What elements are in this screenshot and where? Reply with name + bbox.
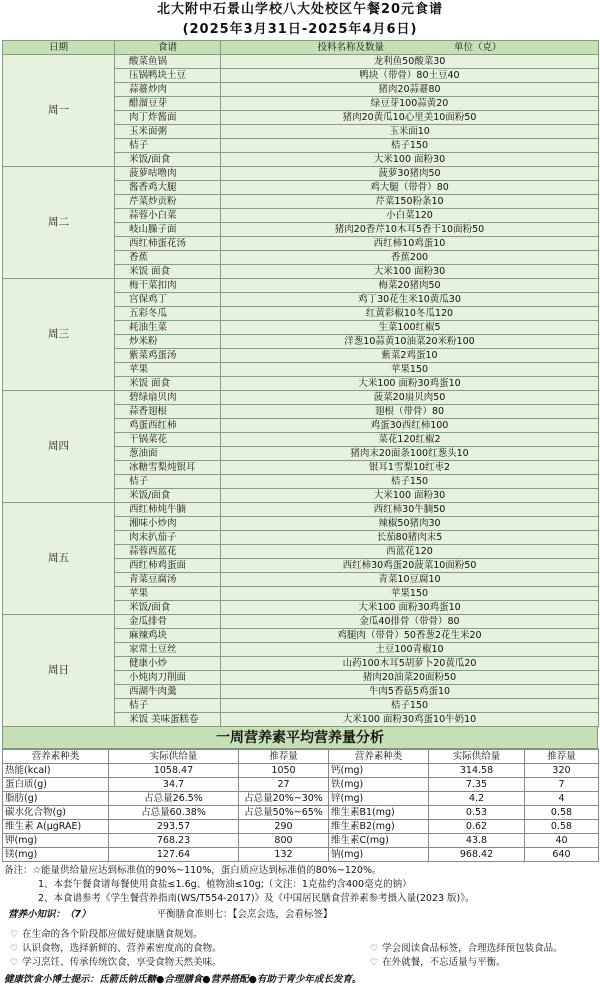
nutrient-value-cell: 0.58 (525, 806, 599, 820)
table-row (3, 391, 599, 405)
nutrient-value-cell: 43.8 (429, 834, 525, 848)
ingredients-cell: 西蓝花120 (221, 545, 599, 559)
ingredients-cell: 紫菜2鸡蛋10 (221, 349, 599, 363)
nutrition-table (2, 749, 599, 862)
nutrient-name-cell: 钙(mg) (329, 764, 429, 778)
dish-cell: 干锅菜花 (115, 433, 221, 447)
dish-cell: 肉末扒茄子 (115, 531, 221, 545)
ingredients-cell: 桔子150 (221, 699, 599, 713)
dish-cell: 小炖肉刀削面 (115, 671, 221, 685)
dish-cell: 耗油生菜 (115, 321, 221, 335)
column-header-date: 日期 (3, 41, 115, 55)
nutrient-name-cell: 钠(mg) (329, 848, 429, 862)
column-header-unit: 单位（克） (454, 42, 502, 53)
ingredients-cell: 洋葱10蒜黄10油菜20米粉100 (221, 335, 599, 349)
nutrient-value-cell: 640 (525, 848, 599, 862)
ingredients-cell: 土豆100青椒10 (221, 643, 599, 657)
heart-icon: ♡ (10, 930, 19, 940)
dish-cell: 桔子 (115, 699, 221, 713)
nutrition-row (3, 792, 599, 806)
ingredients-cell: 西红柿30牛腩50 (221, 503, 599, 517)
nutrient-value-cell: 占总量26.5% (109, 792, 239, 806)
heart-icon: ♡ (370, 958, 379, 968)
day-cell: 周三 (3, 279, 115, 391)
nutrient-name-cell: 热能(kcal) (3, 764, 109, 778)
nutrient-value-cell: 293.57 (109, 820, 239, 834)
dish-cell: 健康小炒 (115, 657, 221, 671)
dish-cell: 梅干菜扣肉 (115, 279, 221, 293)
ingredients-cell: 大米100 面粉30 (221, 265, 599, 279)
ingredients-cell: 苹果150 (221, 363, 599, 377)
nutrient-value-cell: 800 (239, 834, 329, 848)
footer-tip: 健康饮食小博士提示：氐箭氐钠氐糖●合理膳食●营养搭配●有助于青少年成长发育。 (4, 974, 362, 985)
nutrition-col-type-1: 营养素种类 (3, 750, 109, 764)
nutrient-value-cell: 127.64 (109, 848, 239, 862)
nutrient-value-cell: 4 (525, 792, 599, 806)
dish-cell: 米饭/面食 (115, 153, 221, 167)
ingredients-cell: 大米100 面粉30鸡蛋10 (221, 601, 599, 615)
nutrition-title: 一周营养素平均营养量分析 (2, 727, 598, 749)
ingredients-cell: 菠菜20扇贝肉50 (221, 391, 599, 405)
ingredients-cell: 大米100 面粉30 (221, 153, 599, 167)
dish-cell: 西湖牛肉羹 (115, 685, 221, 699)
ingredients-cell: 香蕉200 (221, 251, 599, 265)
ingredients-cell: 猪肉20黄瓜10心里美10面粉50 (221, 111, 599, 125)
ingredients-cell: 牛肉5香菇5鸡蛋10 (221, 685, 599, 699)
nutrient-value-cell: 34.7 (109, 778, 239, 792)
ingredients-cell: 银耳1雪梨10红枣2 (221, 461, 599, 475)
dish-cell: 芹菜炒贡粉 (115, 195, 221, 209)
nutrient-value-cell: 320 (525, 764, 599, 778)
ingredients-cell: 芹菜150粉条10 (221, 195, 599, 209)
dish-cell: 米饭/面食 (115, 489, 221, 503)
ingredients-cell: 西红柿10鸡蛋10 (221, 237, 599, 251)
notes (0, 862, 600, 906)
nutrient-name-cell: 脂肪(g) (3, 792, 109, 806)
heart-icon: ♡ (10, 958, 19, 968)
nutrient-value-cell: 27 (239, 778, 329, 792)
dish-cell: 肉丁炸酱面 (115, 111, 221, 125)
ingredients-cell: 青菜10豆腐10 (221, 573, 599, 587)
note-line: 1、本套午餐食谱每餐使用食盐≤1.6g、植物油≤10g;（文注：1克盐约含400毫克的钠） (38, 879, 412, 890)
dish-cell: 冰糖雪梨炖银耳 (115, 461, 221, 475)
ingredients-cell: 翅根（带骨）80 (221, 405, 599, 419)
nutrient-value-cell: 7.35 (429, 778, 525, 792)
ingredients-cell: 猪肉20油菜20面粉50 (221, 671, 599, 685)
day-cell: 周四 (3, 391, 115, 503)
nutrition-body (3, 764, 599, 862)
column-header-ingredients (221, 41, 599, 55)
nutrient-name-cell: 铁(mg) (329, 778, 429, 792)
table-row (3, 503, 599, 517)
ingredients-cell: 生菜100红椒5 (221, 321, 599, 335)
page-title: 北大附中石景山学校八大处校区午餐20元食谱 (156, 2, 444, 17)
nutrient-value-cell: 968.42 (429, 848, 525, 862)
note-line: 2、本食谱参考《学生餐营养指南(WS/T554-2017)》及《中国居民膳食营养素参考摄入量(2023 版)》。 (38, 893, 475, 904)
dish-cell: 苹果 (115, 587, 221, 601)
dish-cell: 菠萝咕噜肉 (115, 167, 221, 181)
ingredients-cell: 红黄彩椒10冬瓜120 (221, 307, 599, 321)
ingredients-cell: 长茄80猪肉末5 (221, 531, 599, 545)
dish-cell: 紫菜鸡蛋汤 (115, 349, 221, 363)
ingredients-cell: 西红柿30鸡蛋20菠菜10面粉50 (221, 559, 599, 573)
nutrient-value-cell: 占总量50%~65% (239, 806, 329, 820)
nutrient-value-cell: 132 (239, 848, 329, 862)
nutrition-header-row (3, 750, 599, 764)
nutrient-value-cell: 1050 (239, 764, 329, 778)
dish-cell: 宫保鸡丁 (115, 293, 221, 307)
dish-cell: 湘味小炒肉 (115, 517, 221, 531)
day-cell: 周二 (3, 167, 115, 279)
dish-cell: 岐山臊子面 (115, 223, 221, 237)
ingredients-cell: 绿豆芽100蒜黄20 (221, 97, 599, 111)
dish-cell: 蒜薹炒肉 (115, 83, 221, 97)
ingredients-cell: 小白菜120 (221, 209, 599, 223)
page-subtitle: (2025年3月31日-2025年4月6日) (182, 22, 418, 37)
dish-cell: 酸菜鱼锅 (115, 55, 221, 69)
dish-cell: 米饭 美味蛋糕卷 (115, 713, 221, 727)
ingredients-cell: 玉米面10 (221, 125, 599, 139)
dish-cell: 米饭/面食 (115, 601, 221, 615)
dish-cell: 玉米面粥 (115, 125, 221, 139)
table-row (3, 279, 599, 293)
ingredients-cell: 猪肉20蒜薹80 (221, 83, 599, 97)
heart-icon: ♡ (10, 944, 19, 954)
column-header-ingredients-label: 投料名称及数量 (317, 42, 384, 53)
menu-header-row (3, 41, 599, 55)
tip-item: ♡ 学习烹饪、传承传统饮食，享受食物天然美味。 (10, 957, 222, 968)
ingredients-cell: 辣椒50猪肉30 (221, 517, 599, 531)
dish-cell: 蒜香翅根 (115, 405, 221, 419)
nutrition-col-actual-1: 实际供给量 (109, 750, 239, 764)
column-header-recipe: 食谱 (115, 41, 221, 55)
ingredients-cell: 山药100木耳5胡萝卜20黄瓜20 (221, 657, 599, 671)
nutrition-row (3, 834, 599, 848)
dish-cell: 炒米粉 (115, 335, 221, 349)
ingredients-cell: 鸡丁30花生米10黄瓜30 (221, 293, 599, 307)
dish-cell: 碧绿扇贝肉 (115, 391, 221, 405)
ingredients-cell: 大米100 面粉30鸡蛋10 (221, 377, 599, 391)
table-row (3, 615, 599, 629)
dish-cell: 葱油面 (115, 447, 221, 461)
dish-cell: 西红柿蛋花汤 (115, 237, 221, 251)
nutrient-value-cell: 290 (239, 820, 329, 834)
tips-header (0, 906, 600, 924)
nutrition-col-recommended-2: 推荐量 (525, 750, 599, 764)
ingredients-cell: 鸡大腿（带骨）80 (221, 181, 599, 195)
dish-cell: 麻辣鸡块 (115, 629, 221, 643)
ingredients-cell: 鸡蛋30西红柿100 (221, 419, 599, 433)
tip-item: ♡ 在外就餐，不忘适量与平衡。 (370, 957, 506, 968)
heart-icon: ♡ (370, 944, 379, 954)
nutrient-value-cell: 4.2 (429, 792, 525, 806)
dish-cell: 青菜豆腐汤 (115, 573, 221, 587)
dish-cell: 家常土豆丝 (115, 643, 221, 657)
tip-item: ♡ 学会阅读食品标签，合理选择预包装食品。 (370, 943, 563, 954)
dish-cell: 西红柿鸡蛋面 (115, 559, 221, 573)
ingredients-cell: 菜花120红椒2 (221, 433, 599, 447)
nutrient-value-cell: 1058.47 (109, 764, 239, 778)
dish-cell: 香蕉 (115, 251, 221, 265)
nutrient-value-cell: 0.53 (429, 806, 525, 820)
ingredients-cell: 金瓜40排骨（带骨）80 (221, 615, 599, 629)
nutrition-row (3, 820, 599, 834)
dish-cell: 金瓜排骨 (115, 615, 221, 629)
nutrient-value-cell: 0.58 (525, 820, 599, 834)
nutrient-name-cell: 维生素B2(mg) (329, 820, 429, 834)
day-cell: 周五 (3, 503, 115, 615)
dish-cell: 米饭 面食 (115, 265, 221, 279)
nutrition-col-recommended-1: 推荐量 (239, 750, 329, 764)
tips-rule: 平衡膳食准则七：【会烹会选，会看标签】 (156, 909, 333, 920)
nutrient-name-cell: 维生素C(mg) (329, 834, 429, 848)
ingredients-cell: 梅菜20猪肉50 (221, 279, 599, 293)
table-row (3, 55, 599, 69)
dish-cell: 蒜蓉西蓝花 (115, 545, 221, 559)
nutrient-value-cell: 占总量20%~30% (239, 792, 329, 806)
tips-heading: 营养小知识：（7） (8, 909, 91, 920)
tips-list (0, 924, 600, 970)
nutrition-col-actual-2: 实际供给量 (429, 750, 525, 764)
dish-cell: 桔子 (115, 139, 221, 153)
nutrient-value-cell: 40 (525, 834, 599, 848)
nutrition-row (3, 778, 599, 792)
nutrition-col-type-2: 营养素种类 (329, 750, 429, 764)
menu-table (2, 40, 599, 727)
menu-body (3, 55, 599, 727)
dish-cell: 西红柿炖牛腩 (115, 503, 221, 517)
nutrient-name-cell: 钾(mg) (3, 834, 109, 848)
nutrition-row (3, 806, 599, 820)
nutrient-name-cell: 碳水化合物(g) (3, 806, 109, 820)
dish-cell: 醋溜豆芽 (115, 97, 221, 111)
nutrient-name-cell: 维生素 A(μgRAE) (3, 820, 109, 834)
dish-cell: 五彩冬瓜 (115, 307, 221, 321)
nutrient-value-cell: 314.58 (429, 764, 525, 778)
dish-cell: 鸡蛋西红柿 (115, 419, 221, 433)
ingredients-cell: 鸭块（带骨）80土豆40 (221, 69, 599, 83)
ingredients-cell: 猪肉20香芹10木耳5香干10面粉50 (221, 223, 599, 237)
tip-row (10, 956, 590, 970)
ingredients-cell: 猪肉末20面条100红葱头10 (221, 447, 599, 461)
ingredients-cell: 大米100 面粉30 (221, 489, 599, 503)
ingredients-cell: 大米100 面粉30鸡蛋10牛奶10 (221, 713, 599, 727)
nutrient-value-cell: 7 (525, 778, 599, 792)
tip-item: ♡ 认识食物，选择新鲜的、营养素密度高的食物。 (10, 943, 222, 954)
nutrition-row (3, 848, 599, 862)
table-row (3, 167, 599, 181)
nutrient-value-cell: 768.23 (109, 834, 239, 848)
dish-cell: 酱香鸡大腿 (115, 181, 221, 195)
ingredients-cell: 桔子150 (221, 475, 599, 489)
note-line: 备注：☆能量供给量应达到标准值的90%~110%，蛋白质应达到标准值的80%~120%。 (4, 865, 382, 876)
day-cell: 周一 (3, 55, 115, 167)
ingredients-cell: 龙利鱼50酸菜30 (221, 55, 599, 69)
dish-cell: 米饭 面食 (115, 377, 221, 391)
day-cell: 周日 (3, 615, 115, 727)
ingredients-cell: 菠萝30猪肉50 (221, 167, 599, 181)
dish-cell: 蒜蓉小白菜 (115, 209, 221, 223)
nutrient-value-cell: 0.62 (429, 820, 525, 834)
ingredients-cell: 桔子150 (221, 139, 599, 153)
nutrient-name-cell: 锌(mg) (329, 792, 429, 806)
dish-cell: 苹果 (115, 363, 221, 377)
ingredients-cell: 苹果150 (221, 587, 599, 601)
nutrient-value-cell: 占总量60.38% (109, 806, 239, 820)
nutrient-name-cell: 维生素B1(mg) (329, 806, 429, 820)
dish-cell: 压锅鸭块土豆 (115, 69, 221, 83)
nutrient-name-cell: 蛋白质(g) (3, 778, 109, 792)
tip-row (10, 942, 590, 956)
dish-cell: 桔子 (115, 475, 221, 489)
tip-item: ♡ 在生命的各个阶段都应做好健康膳食规划。 (10, 929, 203, 940)
nutrient-name-cell: 镁(mg) (3, 848, 109, 862)
ingredients-cell: 鸡腿肉（带骨）50香葱2花生米20 (221, 629, 599, 643)
nutrition-row (3, 764, 599, 778)
